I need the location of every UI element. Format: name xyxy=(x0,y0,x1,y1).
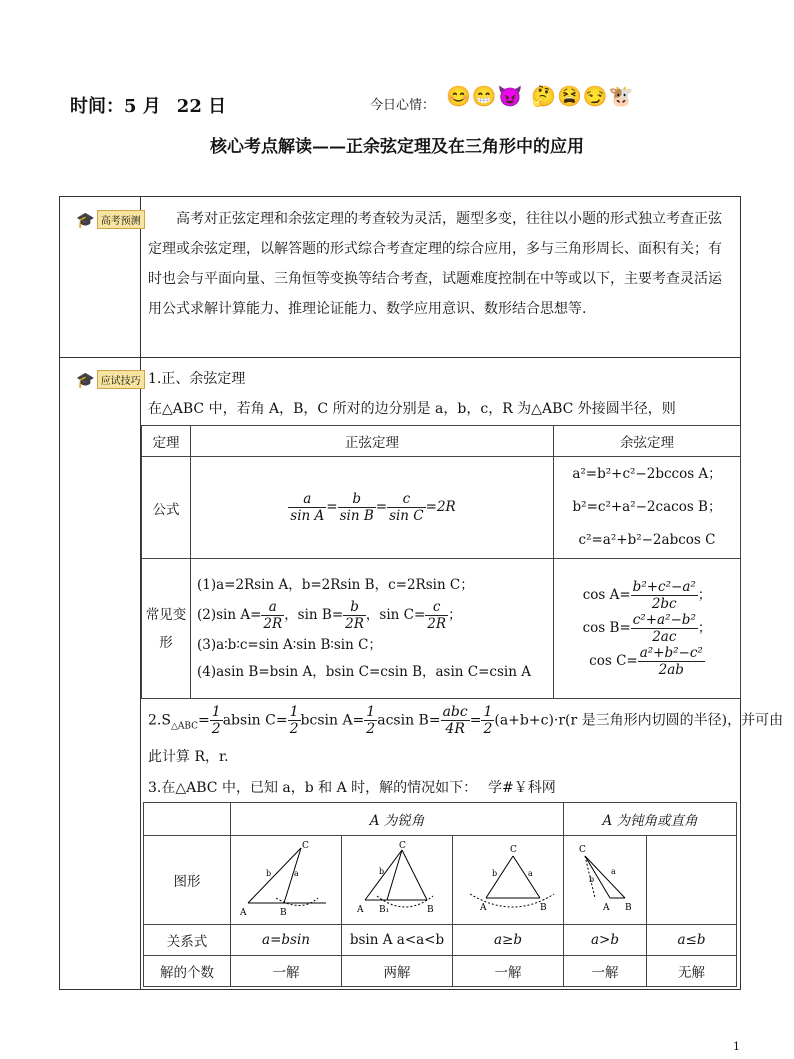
mood-label: 今日心情： xyxy=(370,98,436,113)
date-label: 时间：5 月 xyxy=(70,96,161,117)
svg-text:B: B xyxy=(427,905,434,915)
relation-4: a>b xyxy=(564,925,647,956)
relation-5: a≤b xyxy=(647,925,737,956)
triangle-figure-2 xyxy=(347,838,447,918)
section2-tail: (a+b+c)·r(r 是三角形内切圆的半径)，并可由 xyxy=(494,712,784,729)
mood-emojis: 😊😁😈 🤔😫😏🐮 xyxy=(446,84,635,108)
svg-text:C: C xyxy=(579,845,586,855)
theorem-table xyxy=(141,425,741,699)
count-5: 无解 xyxy=(647,956,737,987)
svg-text:a: a xyxy=(528,869,533,878)
svg-text:C: C xyxy=(510,845,517,855)
count-3: 一解 xyxy=(453,956,564,987)
triangle-figure-4 xyxy=(565,838,645,918)
svg-text:b: b xyxy=(589,875,595,884)
cosine-formula-a: a²=b²+c²−2bccos A； xyxy=(572,466,722,482)
row-formula: 公式 xyxy=(142,457,191,559)
svg-text:B: B xyxy=(540,903,547,913)
section2-line2: 此计算 R，r. xyxy=(148,749,229,765)
variant-3: (3)a∶b∶c=sin A∶sin B∶sin C； xyxy=(197,636,382,653)
svg-text:b: b xyxy=(266,869,272,878)
svg-text:B: B xyxy=(280,908,287,918)
cosine-variants: cos A= $\frac{\text{b²+c²−a²}}{2bc}$ ； cos B= $\frac{\text{c²+a²−b²}}{2ac}$ ； cos C= $\frac{\text{a²+b²−c²}}{2ab}$ xyxy=(554,559,741,699)
sine-variants xyxy=(191,559,554,699)
badge-tips xyxy=(76,370,145,389)
cosine-formulas xyxy=(554,457,741,559)
row-count: 解的个数 xyxy=(144,956,231,987)
svg-text:A: A xyxy=(240,908,247,918)
col-cosine: 余弦定理 xyxy=(554,426,741,457)
scholar-icon: 🎓 xyxy=(76,370,95,389)
cosine-formula-b: b²=c²+a²−2cacos B； xyxy=(572,499,722,515)
scholar-icon: 🎓 xyxy=(76,210,95,229)
relation-2: bsin A a<a<b xyxy=(342,925,453,956)
svg-text:A: A xyxy=(357,905,364,915)
figure-2 xyxy=(342,836,453,925)
watermark-text: 学#￥科网 xyxy=(488,780,556,796)
solutions-table xyxy=(143,802,737,987)
col-sine: 正弦定理 xyxy=(191,426,554,457)
relation-1: a=bsin xyxy=(231,925,342,956)
cosine-formula-c: c²=a²+b²−2abcos C xyxy=(578,532,716,548)
badge-tips-label: 应试技巧 xyxy=(97,370,145,389)
sine-formula: $\frac{a}{\text{sin A}}$ = $\frac{b}{\text{sin B}}$ = $\frac{c}{\text{sin C}}$ =2R xyxy=(191,457,554,559)
row-variant: 常见变形 xyxy=(142,559,191,699)
triangle-figure-1 xyxy=(236,838,336,918)
svg-text:a: a xyxy=(611,867,616,876)
figure-4 xyxy=(564,836,647,925)
relation-3: a≥b xyxy=(453,925,564,956)
row-figure: 图形 xyxy=(144,836,231,925)
svg-text:b: b xyxy=(492,869,498,878)
page-title: 核心考点解读——正余弦定理及在三角形中的应用 xyxy=(210,137,584,157)
svg-text:A: A xyxy=(480,903,487,913)
section3-heading: 3.在△ABC 中，已知 a，b 和 A 时，解的情况如下： xyxy=(148,780,478,796)
figure-1 xyxy=(231,836,342,925)
badge-forecast xyxy=(76,210,145,229)
date-line xyxy=(70,92,226,118)
svg-text:B: B xyxy=(625,903,632,913)
header-obtuse: A 为钝角或直角 xyxy=(564,803,737,836)
variant-1: (1)a=2Rsin A，b=2Rsin B，c=2Rsin C； xyxy=(197,576,474,593)
page-number: 1 xyxy=(733,1040,740,1053)
variant-4: (4)asin B=bsin A，bsin C=csin B，asin C=csin A xyxy=(197,663,531,680)
row-relation: 关系式 xyxy=(144,925,231,956)
intro-paragraph: 高考对正弦定理和余弦定理的考查较为灵活，题型多变，往往以小题的形式独立考查正弦定理或余弦定理，以解答题的形式综合考查定理的综合应用，多与三角形周长、面积有关；有时也会与平面向量、三角恒等变换等结合考查，试题难度控制在中等或以下，主要考查灵活运用公式求解计算能力、推理论证能力、数学应用意识、数形结合思想等. xyxy=(148,211,722,317)
section1-line: 在△ABC 中，若角 A，B，C 所对的边分别是 a，b，c，R 为△ABC 外接圆半径，则 xyxy=(148,401,676,417)
count-1: 一解 xyxy=(231,956,342,987)
section-divider xyxy=(59,357,741,358)
svg-text:a: a xyxy=(294,869,299,878)
section1-heading: 1.正、余弦定理 xyxy=(148,371,246,387)
figure-3 xyxy=(453,836,564,925)
variant-2: (2)sin A= $\frac{a}{2R}$ ，sin B= $\frac{b}{2R}$ ，sin C= $\frac{c}{2R}$ ； xyxy=(197,598,462,632)
date-day: 22 日 xyxy=(176,96,227,117)
svg-text:A: A xyxy=(603,903,610,913)
section2-formula: $2.S_{\triangle ABC}=$ $\frac{1}{2}$ absin C= $\frac{1}{2}$ bcsin A= $\frac{1}{2}$ acsin B= $\frac{\text{abc}}{4R}$ = $\frac{1}{2}$ (a+b+c)·r(r 是三角形内切圆的半径)，并可由 xyxy=(148,704,784,737)
svg-text:C: C xyxy=(302,841,309,851)
svg-text:b: b xyxy=(379,867,385,876)
count-4: 一解 xyxy=(564,956,647,987)
header-acute: A 为锐角 xyxy=(231,803,564,836)
figure-5 xyxy=(647,836,737,925)
triangle-figure-3 xyxy=(458,838,558,918)
col-theorem: 定理 xyxy=(142,426,191,457)
svg-text:C: C xyxy=(399,841,406,851)
badge-forecast-label: 高考预测 xyxy=(97,210,145,229)
svg-text:B₁: B₁ xyxy=(379,905,390,915)
count-2: 两解 xyxy=(342,956,453,987)
